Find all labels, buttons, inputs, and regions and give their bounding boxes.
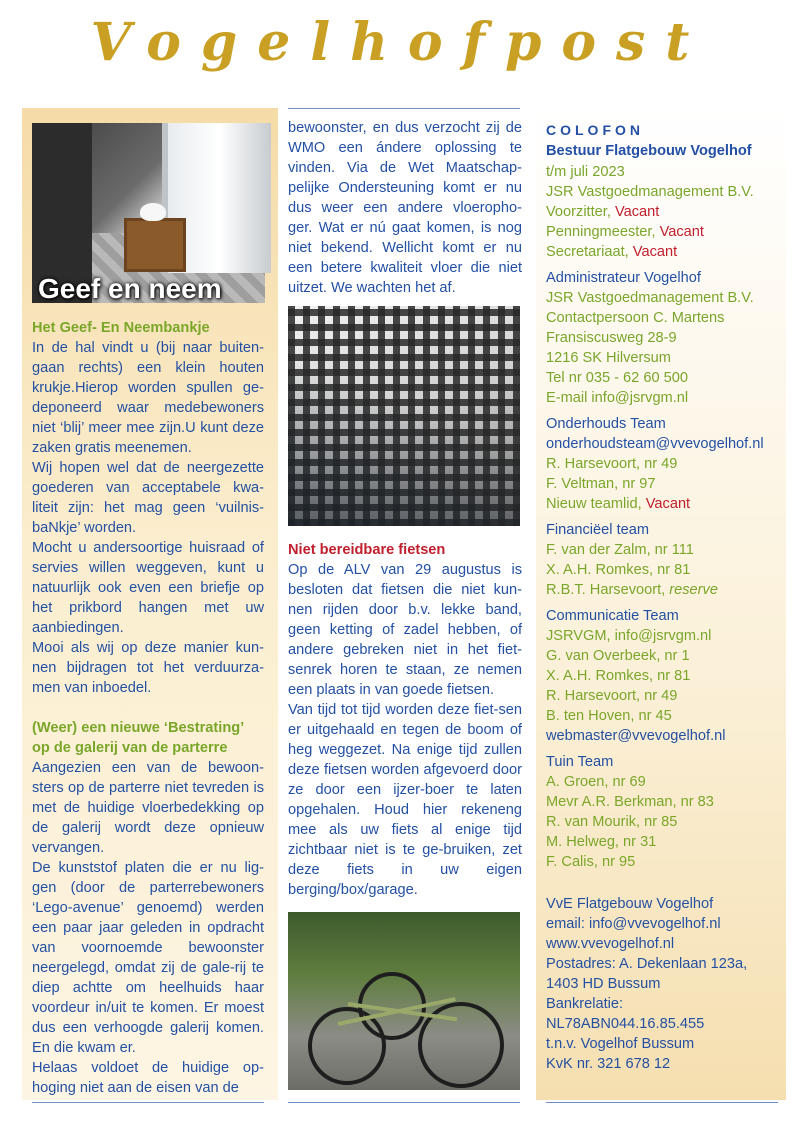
role-label: Penningmeester,: [546, 224, 660, 240]
article-bestrating-title: [32, 718, 264, 758]
communicatie-title: Communicatie Team: [546, 608, 679, 624]
bestuur-company: JSR Vastgoedmanagement B.V.: [546, 184, 754, 200]
tuin-member: A. Groen, nr 69: [546, 774, 646, 790]
article-geef-paragraph: Wij hopen wel dat de neergezette goederen van acceptabele kwa-liteit zijn: het mag geen ‘vuilnis-baNkje’ worden.: [32, 460, 264, 536]
bestuur-title: Bestuur Flatgebouw Vogelhof: [546, 143, 752, 159]
bestuur-role: [546, 242, 784, 262]
vve-email[interactable]: email: info@vvevogelhof.nl: [546, 916, 721, 932]
article-bestrating-continued: bewoonster, en dus verzocht zij de WMO een ándere oplossing te vinden. Via de Wet Maatschap-pelijke Ondersteuning komt er nu dus weer een andere vloeropho-ger. Wat er nú gaat komen, is nog niet bekend. Wellicht komt er nu een betere kwaliteit vloer die niet uitzet. We wachten het af.: [288, 120, 522, 296]
vve-line: Postadres: A. Dekenlaan 123a,: [546, 956, 748, 972]
vve-title: VvE Flatgebouw Vogelhof: [546, 896, 714, 912]
column-1-bottom-rule: [32, 1102, 264, 1103]
column-2-bottom-rule: [288, 1102, 520, 1103]
tuin-title: Tuin Team: [546, 754, 614, 770]
role-label: Voorzitter,: [546, 204, 615, 220]
vve-line: t.n.v. Vogelhof Bussum: [546, 1036, 695, 1052]
colofon: [546, 120, 784, 1074]
onderhoud-title: Onderhouds Team: [546, 416, 666, 432]
column-left-text: [32, 318, 264, 1098]
galerij-tiles-photo: [288, 306, 520, 526]
article-bestrating-paragraph: Helaas voldoet de huidige op-hoging niet aan de eisen van de: [32, 1060, 264, 1096]
article-geef-title: Het Geef- En Neembankje: [32, 320, 210, 336]
administrateur-line: Tel nr 035 - 62 60 500: [546, 370, 688, 386]
article-bestrating-title-line: (Weer) een nieuwe ‘Bestrating’: [32, 720, 245, 736]
communicatie-line: JSRVGM, info@jsrvgm.nl: [546, 628, 712, 644]
administrateur-line: JSR Vastgoedmanagement B.V.: [546, 290, 754, 306]
financieel-title: Financiëel team: [546, 522, 650, 538]
administrateur-line: Contactpersoon C. Martens: [546, 310, 725, 326]
administrateur-email[interactable]: E-mail info@jsrvgm.nl: [546, 390, 689, 406]
column-3-bottom-rule: [546, 1102, 778, 1103]
reserve-member: R.B.T. Harsevoort,: [546, 582, 670, 598]
vve-line: NL78ABN044.16.85.455: [546, 1016, 705, 1032]
tuin-member: Mevr A.R. Berkman, nr 83: [546, 794, 714, 810]
tuin-member: R. van Mourik, nr 85: [546, 814, 678, 830]
vve-line: 1403 HD Bussum: [546, 976, 661, 992]
photo-wooden-stool: [124, 218, 186, 272]
tuin-member: M. Helweg, nr 31: [546, 834, 657, 850]
article-fietsen-paragraph: Van tijd tot tijd worden deze fiet-sen er uitgehaald en tegen de boom of heg weggezet. Na enige tijd zullen deze fietsen worden afgevoerd door ze door een ijzer-boer te laten opgehalen. Houd hier rekeneng mee als uw fiets al enige tijd zichtbaar niet is te ge-bruiken, zet deze fiets in uw eigen berging/box/garage.: [288, 702, 522, 898]
vacancy-value: Vacant: [645, 496, 691, 512]
article-geef-paragraph: Mocht u andersoortige huisraad of servies willen weggeven, kunt u natuurlijk ook even een briefje op het prikbord hangen met uw aanbiedingen.: [32, 540, 264, 636]
onderhoud-vacancy: [546, 494, 784, 514]
bicycles-photo: [288, 912, 520, 1090]
financieel-reserve: [546, 580, 784, 600]
article-geef-paragraph: Mooi als wij op deze manier kun-nen bijdragen tot het verduurza-men van inboedel.: [32, 640, 264, 696]
article-fietsen: [288, 540, 522, 900]
article-fietsen-paragraph: Op de ALV van 29 augustus is besloten dat fietsen die niet kun-nen rijden door b.v. lekke band, geen ketting of zadel hebben, of andere gebreken niet in het fiet-senrek horen te staan, ze nemen een plaats in van goede fietsen.: [288, 562, 522, 698]
newsletter-title: Vogelhofpost: [90, 12, 710, 73]
column-2-top-rule: [288, 108, 520, 109]
administrateur-line: Fransiscusweg 28-9: [546, 330, 677, 346]
communicatie-line: B. ten Hoven, nr 45: [546, 708, 672, 724]
article-bestrating-paragraph: Aangezien een van de bewoon-sters op de parterre niet tevreden is met de huidige vloerbedekking op de galerij wordt deze opnieuw vervangen.: [32, 760, 264, 856]
tuin-member: F. Calis, nr 95: [546, 854, 636, 870]
onderhoud-member: F. Veltman, nr 97: [546, 476, 656, 492]
webmaster-email[interactable]: webmaster@vvevogelhof.nl: [546, 728, 726, 744]
vve-line: KvK nr. 321 678 12: [546, 1056, 671, 1072]
onderhoud-member: R. Harsevoort, nr 49: [546, 456, 678, 472]
bestuur-period: t/m juli 2023: [546, 164, 625, 180]
onderhoud-email[interactable]: onderhoudsteam@vvevogelhof.nl: [546, 436, 764, 452]
photo-caption: Geef en neem: [38, 273, 222, 304]
vve-website[interactable]: www.vvevogelhof.nl: [546, 936, 675, 952]
article-fietsen-title: Niet bereidbare fietsen: [288, 542, 446, 558]
column-left: [22, 108, 278, 1100]
article-geef-paragraph: In de hal vindt u (bij naar buiten-gaan rechts) een klein houten krukje.Hierop worden spullen ge-deponeerd waar medebewoners niet ‘blij’ meer mee zijn.U kunt deze zaken gratis meenemen.: [32, 340, 264, 456]
role-vacant: Vacant: [614, 204, 660, 220]
communicatie-line: X. A.H. Romkes, nr 81: [546, 668, 691, 684]
vacancy-label: Nieuw teamlid,: [546, 496, 646, 512]
vve-line: Bankrelatie:: [546, 996, 624, 1012]
photo-teapot: [140, 203, 166, 221]
reserve-label: reserve: [669, 582, 718, 598]
communicatie-line: R. Harsevoort, nr 49: [546, 688, 678, 704]
geef-en-neem-photo: [32, 123, 265, 303]
role-label: Secretariaat,: [546, 244, 633, 260]
masthead: [0, 0, 800, 92]
administrateur-title: Administrateur Vogelhof: [546, 270, 701, 286]
communicatie-line: G. van Overbeek, nr 1: [546, 648, 690, 664]
article-bestrating-paragraph: De kunststof platen die er nu lig-gen (door de parterrebewoners ‘Lego-avenue’ genoemd) werden een paar jaar geleden in opdracht van voornoemde bewoonster neergelegd, omdat zij de gale-rij te diep achtte om heelhuids haar voordeur in/uit te komen. Er moest dus een verhoogde galerij komen. En die kwam er.: [32, 860, 264, 1056]
financieel-member: X. A.H. Romkes, nr 81: [546, 562, 691, 578]
administrateur-line: 1216 SK Hilversum: [546, 350, 671, 366]
role-vacant: Vacant: [632, 244, 678, 260]
colofon-title: COLOFON: [546, 122, 644, 138]
role-vacant: Vacant: [659, 224, 704, 240]
colofon-column: [536, 108, 786, 1100]
article-bestrating-title-line: op de galerij van de parterre: [32, 740, 228, 756]
photo-shadow: [288, 306, 520, 526]
bestuur-role: [546, 202, 784, 222]
financieel-member: F. van der Zalm, nr 111: [546, 542, 694, 558]
bestuur-role: [546, 222, 784, 242]
column-middle-continued: [288, 118, 522, 298]
